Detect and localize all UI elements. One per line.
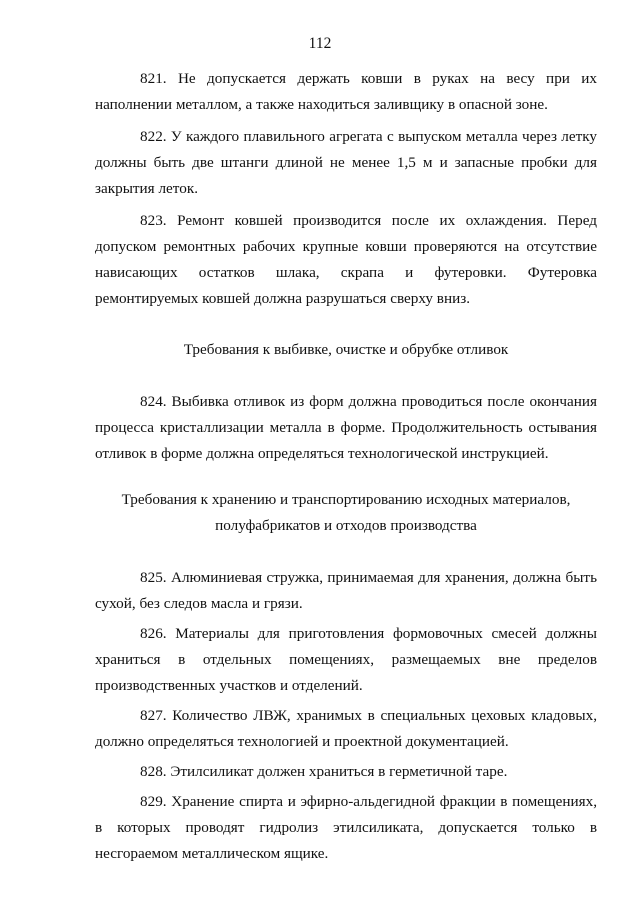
section-heading-knockout: Требования к выбивке, очистке и обрубке отливок (183, 341, 509, 358)
paragraph-825: 825. Алюминиевая стружка, принимаемая для хранения, должна быть сухой, без следов масла и грязи. (95, 569, 597, 612)
paragraph-828: 828. Этилсиликат должен храниться в герметичной таре. (140, 763, 508, 780)
paragraph-826: 826. Материалы для приготовления формовочных смесей должны храниться в отдельных помещениях, размещаемых вне пределов производственных участков и отделений. (95, 625, 597, 694)
page-number: 112 (308, 35, 332, 52)
document-body (95, 66, 597, 871)
section-heading-storage-line-1: Требования к хранению и транспортированию исходных материалов, (121, 491, 571, 508)
paragraph-823: 823. Ремонт ковшей производится после их охлаждения. Перед допуском ремонтных рабочих крупные ковши проверяются на отсутствие нависающих остатков шлака, скрапа и футеровки. Футеровка ремонтируемых ковшей должна разрушаться сверху вниз. (95, 212, 597, 307)
paragraph-827: 827. Количество ЛВЖ, хранимых в специальных цеховых кладовых, должно определяться технологией и проектной документацией. (95, 707, 597, 750)
section-heading-storage-line-2: полуфабрикатов и отходов производства (215, 517, 477, 534)
paragraph-822: 822. У каждого плавильного агрегата с выпуском металла через летку должны быть две штанги длиной не менее 1,5 м и запасные пробки для закрытия леток. (95, 128, 597, 197)
paragraph-821: 821. Не допускается держать ковши в руках на весу при их наполнении металлом, а также находиться заливщику в опасной зоне. (95, 70, 597, 113)
paragraph-824: 824. Выбивка отливок из форм должна проводиться после окончания процесса кристаллизации металла в форме. Продолжительность остывания отливок в форме должна определяться технологической инструкцией. (95, 393, 597, 462)
section-heading-storage (95, 487, 597, 539)
paragraph-829: 829. Хранение спирта и эфирно-альдегидной фракции в помещениях, в которых проводят гидролиз этилсиликата, допускается только в несгораемом металлическом ящике. (95, 793, 597, 862)
